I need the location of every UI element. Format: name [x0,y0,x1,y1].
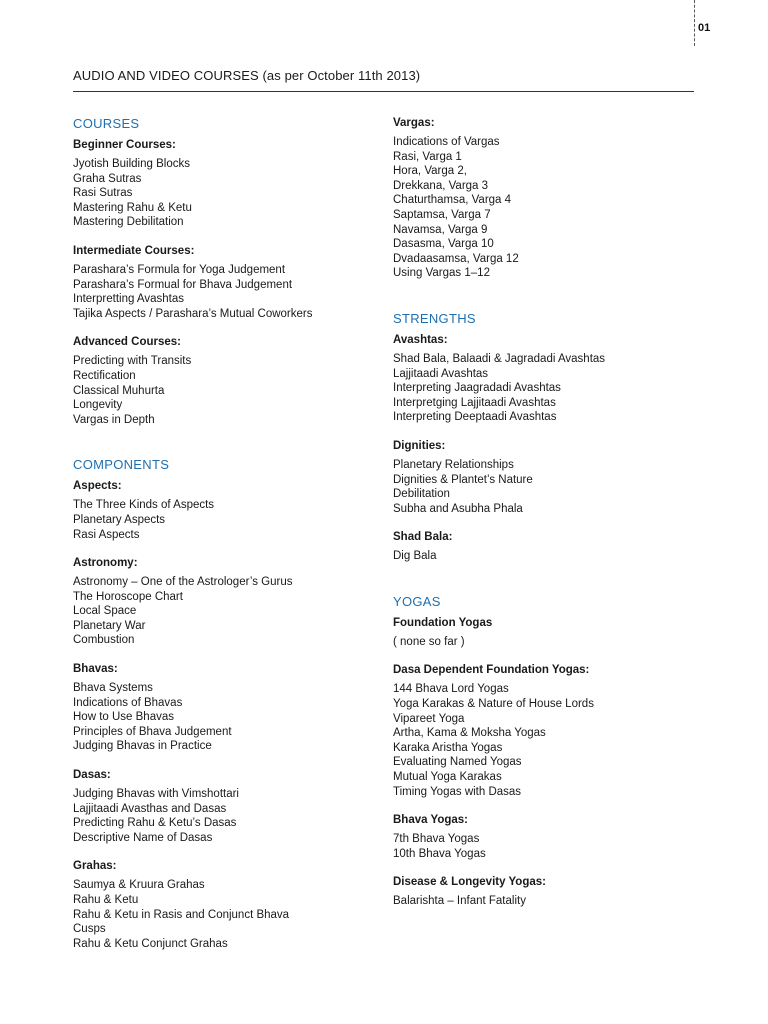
course-item: Interpretting Avashtas [73,293,185,306]
course-item: Rasi Sutras [73,187,133,200]
course-item: Rahu & Ketu in Rasis and Conjunct Bhava [73,908,290,921]
course-item: ( none so far ) [393,635,465,648]
course-group-bhava-yogas [393,813,693,861]
section-courses [73,116,393,427]
right-column [393,116,693,923]
course-item: Planetary Aspects [73,513,166,526]
course-item: Shad Bala, Balaadi & Jagradadi Avashtas [393,352,606,365]
course-item: Artha, Kama & Moksha Yogas [393,727,546,740]
course-item: Navamsa, Varga 9 [393,223,488,236]
header-divider [73,91,694,92]
course-item: Saumya & Kruura Grahas [73,879,205,892]
course-item: Karaka Aristha Yogas [393,741,503,754]
course-group-title: Shad Bala: [393,531,453,544]
course-item: Lajjitaadi Avashtas [393,367,489,380]
course-item: Jyotish Building Blocks [73,158,190,170]
course-item: Dvadaasamsa, Varga 12 [393,252,519,265]
course-item: Interpretging Lajjitaadi Avashtas [393,396,556,409]
course-item: Local Space [73,605,137,618]
course-group-aspects [73,479,393,542]
course-item: Hora, Varga 2, [393,165,467,178]
course-group-dasa-dependent-foundation-yogas [393,663,693,799]
course-item: Lajjitaadi Avasthas and Dasas [73,802,227,815]
course-item: 7th Bhava Yogas [393,833,480,846]
course-item: Descriptive Name of Dasas [73,831,213,844]
course-item: Planetary Relationships [393,458,514,471]
course-item: Timing Yogas with Dasas [393,785,522,798]
course-item: Longevity [73,399,123,412]
course-item: Mutual Yoga Karakas [393,771,502,784]
course-group-avashtas [393,333,693,425]
course-item: Evaluating Named Yogas [393,756,522,769]
course-item: 144 Bhava Lord Yogas [393,683,509,696]
course-item: How to Use Bhavas [73,711,174,724]
course-item: Predicting with Transits [73,355,192,368]
section-heading: COMPONENTS [73,457,170,473]
course-group-grahas [73,859,393,951]
course-item: Mastering Debilitation [73,216,184,229]
course-group-foundation-yogas [393,616,693,650]
section-components [73,457,393,951]
course-item: Tajika Aspects / Parashara’s Mutual Coworkers [73,307,313,320]
section-heading: STRENGTHS [393,310,476,326]
course-item: Combustion [73,634,135,647]
section-yogas [393,594,693,909]
page-number: 01 [698,22,711,34]
course-item: Debilitation [393,488,450,501]
section-continued [393,116,693,281]
course-group-beginner-courses [73,138,393,230]
course-item: Parashara’s Formula for Yoga Judgement [73,263,286,276]
course-item: Rahu & Ketu Conjunct Grahas [73,937,228,950]
course-item: 10th Bhava Yogas [393,847,486,860]
course-group-advanced-courses [73,335,393,427]
course-item: Interpreting Jaagradadi Avashtas [393,382,561,395]
course-item: Dig Bala [393,550,437,563]
course-group-bhavas [73,662,393,754]
course-group-vargas [393,116,693,281]
course-item: Vargas in Depth [73,413,155,426]
course-group-title: Foundation Yogas [393,616,493,629]
course-group-title: Dignities: [393,439,446,452]
course-item: Graha Sutras [73,172,142,185]
course-group-title: Aspects: [73,480,122,493]
page-title: AUDIO AND VIDEO COURSES [73,68,259,83]
course-item: Predicting Rahu & Ketu’s Dasas [73,817,237,830]
course-item: Bhava Systems [73,682,153,695]
course-item: Classical Muhurta [73,384,165,397]
course-item: Subha and Asubha Phala [393,502,523,515]
course-item: Indications of Bhavas [73,696,183,709]
course-item: Drekkana, Varga 3 [393,179,489,192]
course-group-title: Beginner Courses: [73,139,176,151]
course-item: Rasi, Varga 1 [393,150,462,163]
course-item: Dignities & Plantet’s Nature [393,473,533,486]
course-group-title: Vargas: [393,117,435,129]
course-group-title: Intermediate Courses: [73,244,195,257]
course-item: Interpreting Deeptaadi Avashtas [393,411,557,424]
page-subtitle: (as per October 11th 2013) [262,68,421,83]
course-item: The Horoscope Chart [73,590,183,603]
section-heading: YOGAS [393,593,441,609]
course-item: Saptamsa, Varga 7 [393,208,491,221]
course-group-title: Dasas: [73,769,111,782]
course-group-intermediate-courses [73,244,393,321]
course-group-shad-bala [393,530,693,564]
course-item: Judging Bhavas in Practice [73,740,212,753]
course-item: Mastering Rahu & Ketu [73,201,192,214]
course-group-astronomy [73,556,393,648]
course-group-title: Disease & Longevity Yogas: [393,876,546,889]
course-item: Yoga Karakas & Nature of House Lords [393,698,594,711]
page-header [73,68,693,83]
course-group-title: Grahas: [73,860,117,873]
course-item: Dasasma, Varga 10 [393,238,494,251]
course-item: Vipareet Yoga [393,712,465,725]
course-item: Parashara’s Formual for Bhava Judgement [73,278,293,291]
section-spacer [393,578,693,594]
course-item: Using Vargas 1–12 [393,267,490,280]
section-heading: COURSES [73,116,140,131]
page-corner-mark [694,0,695,46]
course-item: Balarishta – Infant Fatality [393,895,526,908]
course-item: Chaturthamsa, Varga 4 [393,194,512,207]
course-group-title: Dasa Dependent Foundation Yogas: [393,664,590,677]
course-group-title: Advanced Courses: [73,336,182,349]
course-item: Rasi Aspects [73,528,140,541]
course-item: Rahu & Ketu [73,894,139,906]
course-item: Judging Bhavas with Vimshottari [73,788,239,801]
course-group-title: Astronomy: [73,557,138,570]
course-item: Astronomy – One of the Astrologer’s Gurus [73,576,293,589]
section-spacer [73,441,393,457]
course-item: The Three Kinds of Aspects [73,499,215,512]
course-group-disease-longevity-yogas [393,875,693,909]
course-item: Cusps [73,923,106,936]
course-group-dasas [73,768,393,845]
course-group-dignities [393,439,693,516]
course-item: Rectification [73,369,136,382]
course-group-title: Bhavas: [73,663,118,676]
course-group-title: Bhava Yogas: [393,814,468,827]
section-spacer [393,295,693,311]
section-strengths [393,311,693,564]
course-item: Indications of Vargas [393,136,500,148]
course-item: Planetary War [73,619,146,632]
course-group-title: Avashtas: [393,333,448,346]
left-column [73,116,393,965]
course-item: Principles of Bhava Judgement [73,725,232,738]
